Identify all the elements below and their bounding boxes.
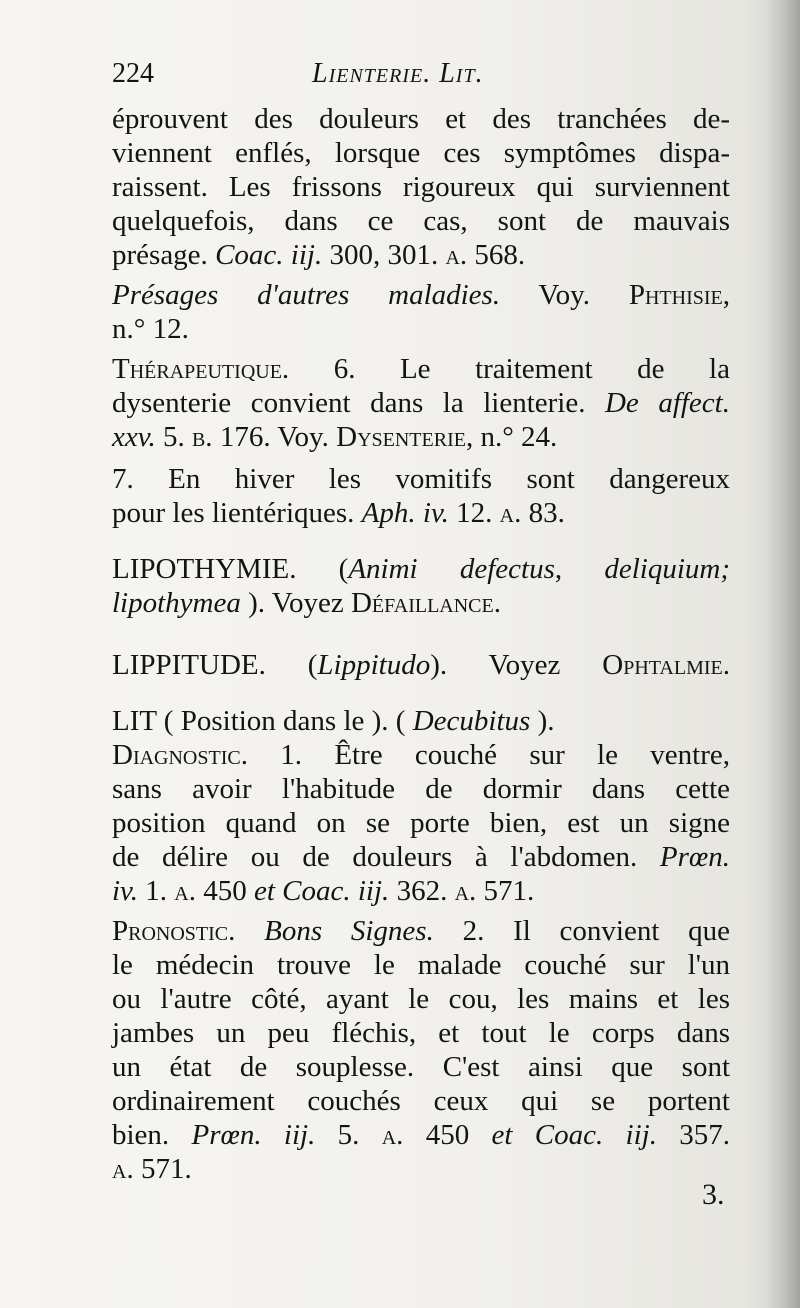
text-segment: 450 xyxy=(403,1119,492,1151)
text-segment: raissent. Les frissons rigoureux qui surviennent xyxy=(112,171,730,203)
text-line xyxy=(112,236,730,274)
text-segment: Voy. xyxy=(500,279,629,311)
text-line xyxy=(112,838,730,876)
italic-segment: Decubitus xyxy=(412,705,531,737)
small-caps-segment: a. xyxy=(174,875,196,907)
small-caps-segment: a. xyxy=(112,1153,134,1185)
text-segment: ). Voyez xyxy=(240,587,351,619)
text-segment: 357. xyxy=(656,1119,731,1151)
text-line xyxy=(112,202,730,240)
small-caps-segment: a. xyxy=(381,1119,404,1151)
small-caps-segment: Phthisie, xyxy=(628,279,730,311)
italic-segment: iv. xyxy=(112,875,139,907)
small-caps-segment: Dysenterie xyxy=(336,421,466,453)
text-line xyxy=(112,1048,730,1086)
text-segment: 12. xyxy=(448,497,500,529)
text-segment: 7. En hiver les vomitifs sont dangereux xyxy=(112,463,730,495)
signature-mark: 3. xyxy=(702,1178,725,1211)
text-segment: de délire ou de douleurs à l'abdomen. xyxy=(112,841,660,873)
text-line xyxy=(112,494,730,532)
small-caps-segment: Ophtalmie. xyxy=(602,649,730,681)
text-line xyxy=(112,872,730,910)
italic-segment: et Coac. iij. xyxy=(253,875,390,907)
text-segment: présage. xyxy=(112,239,216,271)
text-line xyxy=(112,100,730,138)
text-segment: bien. xyxy=(112,1119,192,1151)
text-segment: 450 xyxy=(195,875,254,907)
text-segment: LIPPITUDE. ( xyxy=(112,649,318,681)
text-segment: sans avoir l'habitude de dormir dans cette xyxy=(112,773,730,805)
text-line xyxy=(112,980,730,1018)
text-segment: le médecin trouve le malade couché sur l'un xyxy=(112,949,730,981)
small-caps-segment: Défaillance. xyxy=(350,587,501,619)
text-segment: 6. Le traitement de la xyxy=(289,353,730,385)
text-segment: LIPOTHYMIE. ( xyxy=(112,553,349,585)
text-segment: LIT ( Position dans le ). ( xyxy=(112,705,413,737)
text-segment: 571. xyxy=(133,1153,192,1185)
text-segment: , xyxy=(554,553,605,585)
italic-segment: Présages d'autres maladies. xyxy=(112,279,501,311)
text-line xyxy=(112,384,730,422)
italic-segment: xxv. xyxy=(112,421,156,453)
text-segment: pour les lientériques. xyxy=(112,497,362,529)
text-line xyxy=(112,134,730,172)
text-segment: ). Voyez xyxy=(430,649,603,681)
text-segment: quelquefois, dans ce cas, sont de mauvais xyxy=(112,205,730,237)
text-line xyxy=(112,1082,730,1120)
page-number: 224 xyxy=(112,58,154,89)
text-segment: jambes un peu fléchis, et tout le corps dans xyxy=(112,1017,730,1049)
text-line xyxy=(112,1150,730,1188)
text-line xyxy=(112,584,730,622)
text-line xyxy=(112,912,730,950)
text-segment: 83. xyxy=(521,497,565,529)
small-caps-segment: Pronostic. xyxy=(112,915,236,947)
italic-segment: De affect. xyxy=(604,387,730,419)
text-line xyxy=(112,770,730,808)
text-segment: , n.° 24. xyxy=(465,421,558,453)
small-caps-segment: a. xyxy=(454,875,477,907)
italic-segment: Coac. iij. xyxy=(215,239,323,271)
text-line xyxy=(112,310,730,348)
running-title: Lienterie. Lit. xyxy=(312,58,484,89)
text-segment: 176. Voy. xyxy=(212,421,337,453)
text-segment: 571. xyxy=(476,875,535,907)
text-segment: position quand on se porte bien, est un signe xyxy=(112,807,730,839)
italic-segment: et Coac. iij. xyxy=(491,1119,657,1151)
italic-segment: Animi defectus xyxy=(348,553,555,585)
text-segment: 1. xyxy=(138,875,175,907)
text-segment: n.° 12. xyxy=(112,313,189,345)
text-line xyxy=(112,350,730,388)
italic-segment: deliquium; xyxy=(604,553,730,585)
small-caps-segment: a. xyxy=(499,497,522,529)
small-caps-segment: a. xyxy=(445,239,468,271)
text-segment: 300, 301. xyxy=(322,239,446,271)
text-line xyxy=(112,168,730,206)
text-line xyxy=(112,946,730,984)
small-caps-segment: Thérapeutique. xyxy=(112,353,290,385)
page-edge-shadow xyxy=(766,0,800,1308)
text-segment: 1. Être couché sur le ventre, xyxy=(247,739,730,771)
italic-segment: Lippitudo xyxy=(317,649,431,681)
small-caps-segment: b. xyxy=(191,421,213,453)
text-segment: ). xyxy=(530,705,555,737)
italic-segment: Aph. iv. xyxy=(361,497,449,529)
text-segment: dysenterie convient dans la lienterie. xyxy=(112,387,605,419)
text-line xyxy=(112,550,730,588)
text-segment: 568. xyxy=(467,239,526,271)
italic-segment: Prœn. xyxy=(659,841,730,873)
text-segment: ou l'autre côté, ayant le cou, les mains et les xyxy=(112,983,730,1015)
text-line xyxy=(112,736,730,774)
text-line xyxy=(112,646,730,684)
text-segment: 2. Il convient que xyxy=(433,915,731,947)
text-segment: 362. xyxy=(389,875,455,907)
text-segment: ordinairement couchés ceux qui se portent xyxy=(112,1085,730,1117)
page-header xyxy=(112,58,732,98)
text-segment: un état de souplesse. C'est ainsi que sont xyxy=(112,1051,730,1083)
italic-segment: lipothymea xyxy=(112,587,241,619)
text-line xyxy=(112,804,730,842)
small-caps-segment: Diagnostic. xyxy=(112,739,248,771)
italic-segment: Bons Signes. xyxy=(264,915,434,947)
text-segment: 5. xyxy=(155,421,192,453)
text-segment: viennent enflés, lorsque ces symptômes dispa- xyxy=(112,137,730,169)
text-segment: éprouvent des douleurs et des tranchées de- xyxy=(112,103,730,135)
text-segment xyxy=(235,915,264,947)
text-line xyxy=(112,276,730,314)
text-line xyxy=(112,460,730,498)
text-line xyxy=(112,1116,730,1154)
text-line xyxy=(112,418,730,456)
italic-segment: Prœn. iij. xyxy=(191,1119,316,1151)
text-segment: 5. xyxy=(315,1119,382,1151)
text-line xyxy=(112,702,730,740)
text-line xyxy=(112,1014,730,1052)
